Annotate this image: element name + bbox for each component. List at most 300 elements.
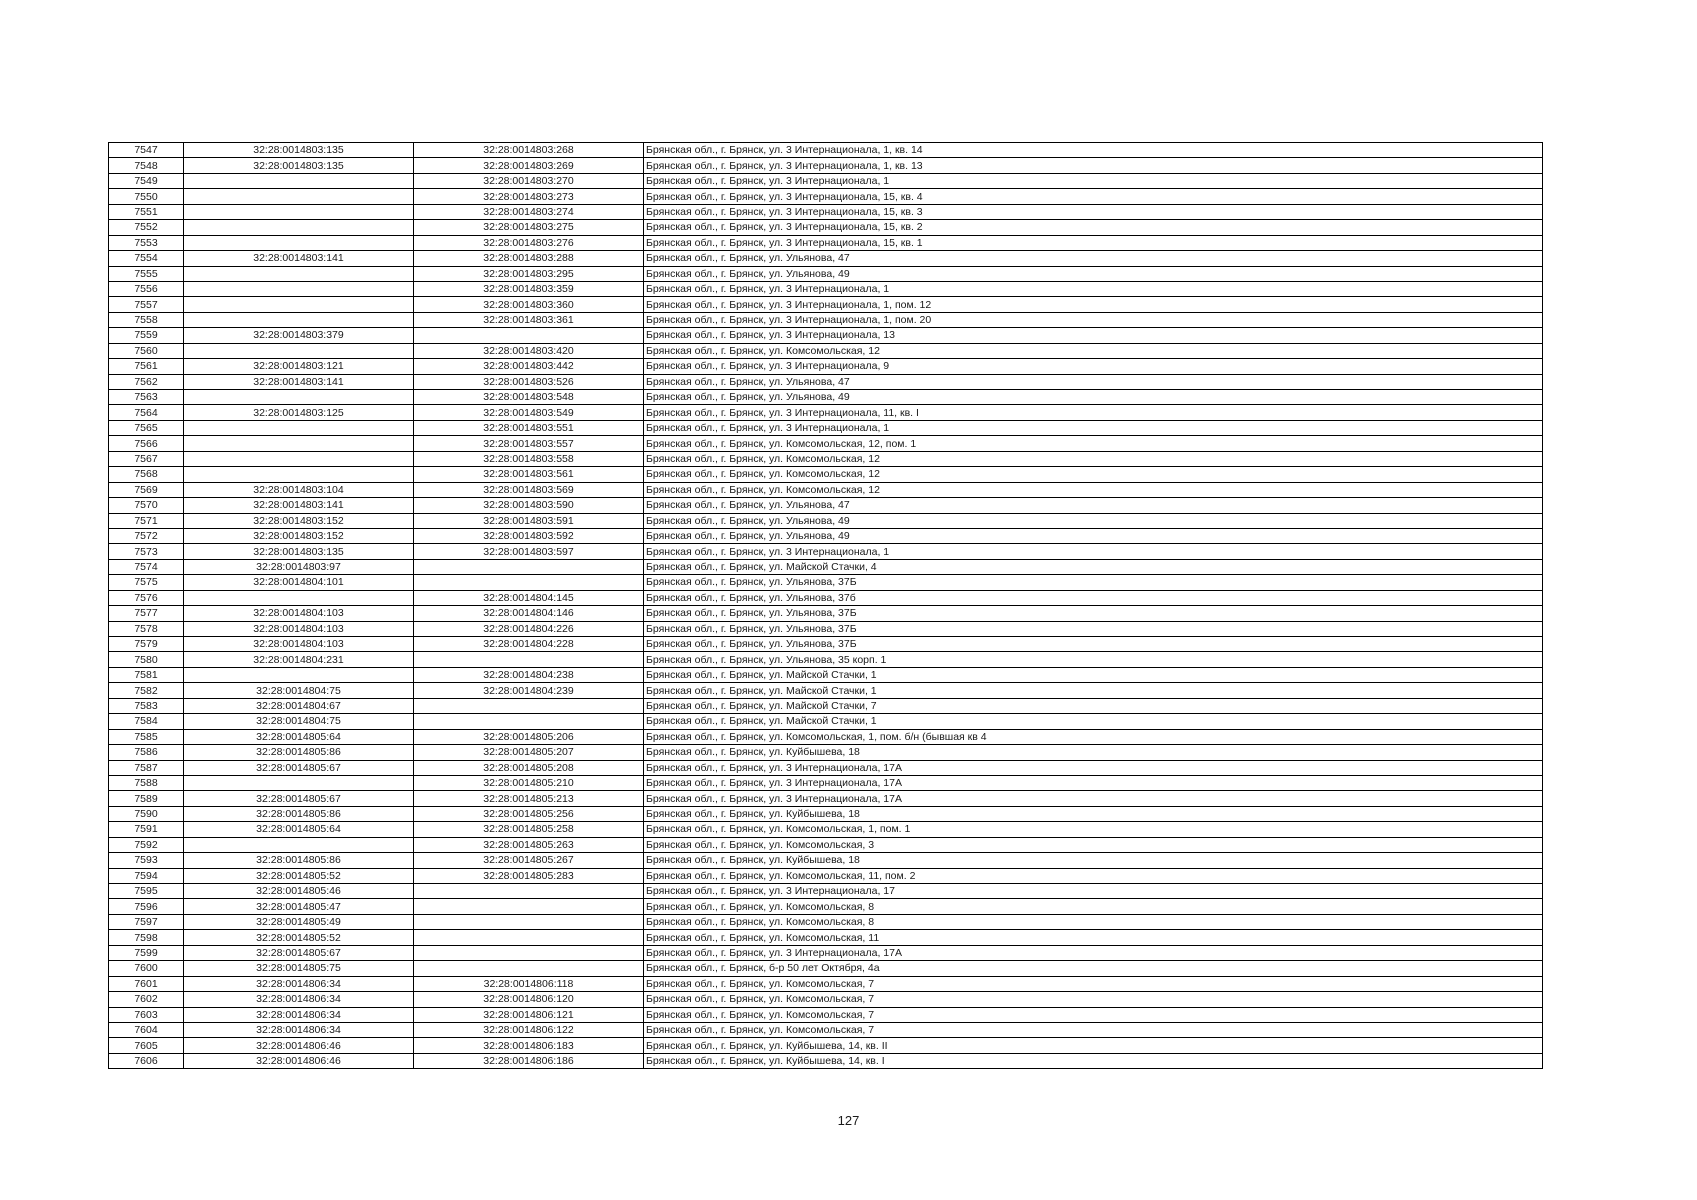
table-row: [109, 451, 1543, 466]
object-number-cell: 32:28:0014805:207: [414, 745, 644, 760]
row-number-cell: 7588: [109, 775, 184, 790]
address-cell: Брянская обл., г. Брянск, ул. Куйбышева, 18: [644, 806, 1543, 821]
parcel-number-cell: [184, 837, 414, 852]
address-cell: Брянская обл., г. Брянск, ул. 3 Интернационала, 17А: [644, 945, 1543, 960]
address-cell: Брянская обл., г. Брянск, ул. Комсомольская, 12: [644, 482, 1543, 497]
row-number-cell: 7594: [109, 868, 184, 883]
address-cell: Брянская обл., г. Брянск, ул. 3 Интернационала, 1, кв. 14: [644, 143, 1543, 158]
table-row: [109, 961, 1543, 976]
object-number-cell: [414, 652, 644, 667]
registry-table: [108, 142, 1543, 1069]
row-number-cell: 7561: [109, 359, 184, 374]
address-cell: Брянская обл., г. Брянск, ул. Комсомольская, 12: [644, 467, 1543, 482]
table-row: [109, 667, 1543, 682]
address-cell: Брянская обл., г. Брянск, ул. Комсомольская, 1, пом. б/н (бывшая кв 4: [644, 729, 1543, 744]
row-number-cell: 7548: [109, 158, 184, 173]
row-number-cell: 7574: [109, 559, 184, 574]
row-number-cell: 7572: [109, 528, 184, 543]
row-number-cell: 7570: [109, 498, 184, 513]
table-row: [109, 1022, 1543, 1037]
row-number-cell: 7555: [109, 266, 184, 281]
address-cell: Брянская обл., г. Брянск, ул. 3 Интернационала, 17А: [644, 775, 1543, 790]
table-row: [109, 714, 1543, 729]
table-row: [109, 606, 1543, 621]
address-cell: Брянская обл., г. Брянск, ул. Комсомольская, 12, пом. 1: [644, 436, 1543, 451]
object-number-cell: 32:28:0014803:592: [414, 528, 644, 543]
parcel-number-cell: 32:28:0014804:103: [184, 606, 414, 621]
table-row: [109, 575, 1543, 590]
address-cell: Брянская обл., г. Брянск, ул. 3 Интернационала, 1: [644, 420, 1543, 435]
page-number: 127: [837, 1113, 860, 1128]
table-row: [109, 745, 1543, 760]
parcel-number-cell: [184, 173, 414, 188]
parcel-number-cell: 32:28:0014803:97: [184, 559, 414, 574]
parcel-number-cell: 32:28:0014804:231: [184, 652, 414, 667]
row-number-cell: 7602: [109, 992, 184, 1007]
object-number-cell: [414, 559, 644, 574]
table-row: [109, 930, 1543, 945]
parcel-number-cell: [184, 343, 414, 358]
parcel-number-cell: 32:28:0014805:67: [184, 945, 414, 960]
parcel-number-cell: 32:28:0014803:379: [184, 328, 414, 343]
object-number-cell: 32:28:0014805:267: [414, 853, 644, 868]
row-number-cell: 7581: [109, 667, 184, 682]
parcel-number-cell: [184, 590, 414, 605]
parcel-number-cell: [184, 189, 414, 204]
object-number-cell: [414, 575, 644, 590]
parcel-number-cell: 32:28:0014805:67: [184, 791, 414, 806]
table-row: [109, 698, 1543, 713]
address-cell: Брянская обл., г. Брянск, ул. Майской Стачки, 1: [644, 714, 1543, 729]
parcel-number-cell: 32:28:0014803:135: [184, 544, 414, 559]
address-cell: Брянская обл., г. Брянск, ул. 3 Интернационала, 17А: [644, 760, 1543, 775]
object-number-cell: 32:28:0014803:270: [414, 173, 644, 188]
row-number-cell: 7585: [109, 729, 184, 744]
address-cell: Брянская обл., г. Брянск, ул. 3 Интернационала, 1, пом. 20: [644, 312, 1543, 327]
object-number-cell: 32:28:0014805:256: [414, 806, 644, 821]
table-row: [109, 837, 1543, 852]
table-row: [109, 683, 1543, 698]
row-number-cell: 7550: [109, 189, 184, 204]
address-cell: Брянская обл., г. Брянск, ул. Комсомольская, 8: [644, 899, 1543, 914]
row-number-cell: 7566: [109, 436, 184, 451]
object-number-cell: 32:28:0014806:186: [414, 1053, 644, 1068]
object-number-cell: 32:28:0014803:359: [414, 281, 644, 296]
address-cell: Брянская обл., г. Брянск, ул. 3 Интернационала, 1, пом. 12: [644, 297, 1543, 312]
row-number-cell: 7553: [109, 235, 184, 250]
object-number-cell: 32:28:0014803:361: [414, 312, 644, 327]
address-cell: Брянская обл., г. Брянск, б-р 50 лет Октября, 4а: [644, 961, 1543, 976]
address-cell: Брянская обл., г. Брянск, ул. Майской Стачки, 1: [644, 667, 1543, 682]
parcel-number-cell: 32:28:0014806:34: [184, 992, 414, 1007]
row-number-cell: 7590: [109, 806, 184, 821]
row-number-cell: 7575: [109, 575, 184, 590]
parcel-number-cell: [184, 451, 414, 466]
object-number-cell: 32:28:0014803:590: [414, 498, 644, 513]
address-cell: Брянская обл., г. Брянск, ул. 3 Интернационала, 17: [644, 884, 1543, 899]
address-cell: Брянская обл., г. Брянск, ул. Куйбышева, 14, кв. I: [644, 1053, 1543, 1068]
address-cell: Брянская обл., г. Брянск, ул. Комсомольская, 12: [644, 451, 1543, 466]
row-number-cell: 7576: [109, 590, 184, 605]
object-number-cell: 32:28:0014803:569: [414, 482, 644, 497]
parcel-number-cell: 32:28:0014805:47: [184, 899, 414, 914]
table-row: [109, 467, 1543, 482]
object-number-cell: [414, 930, 644, 945]
address-cell: Брянская обл., г. Брянск, ул. Комсомольская, 7: [644, 992, 1543, 1007]
row-number-cell: 7596: [109, 899, 184, 914]
address-cell: Брянская обл., г. Брянск, ул. Майской Стачки, 4: [644, 559, 1543, 574]
row-number-cell: 7583: [109, 698, 184, 713]
parcel-number-cell: 32:28:0014804:103: [184, 637, 414, 652]
address-cell: Брянская обл., г. Брянск, ул. 3 Интернационала, 15, кв. 2: [644, 220, 1543, 235]
object-number-cell: [414, 884, 644, 899]
address-cell: Брянская обл., г. Брянск, ул. Куйбышева, 18: [644, 745, 1543, 760]
registry-table-body: [109, 143, 1543, 1069]
parcel-number-cell: 32:28:0014804:75: [184, 714, 414, 729]
row-number-cell: 7569: [109, 482, 184, 497]
object-number-cell: 32:28:0014805:208: [414, 760, 644, 775]
parcel-number-cell: [184, 390, 414, 405]
table-row: [109, 775, 1543, 790]
address-cell: Брянская обл., г. Брянск, ул. Ульянова, 37б: [644, 590, 1543, 605]
row-number-cell: 7563: [109, 390, 184, 405]
object-number-cell: 32:28:0014803:591: [414, 513, 644, 528]
row-number-cell: 7582: [109, 683, 184, 698]
parcel-number-cell: 32:28:0014803:125: [184, 405, 414, 420]
object-number-cell: 32:28:0014805:213: [414, 791, 644, 806]
parcel-number-cell: 32:28:0014803:152: [184, 513, 414, 528]
object-number-cell: 32:28:0014805:206: [414, 729, 644, 744]
address-cell: Брянская обл., г. Брянск, ул. 3 Интернационала, 17А: [644, 791, 1543, 806]
row-number-cell: 7577: [109, 606, 184, 621]
table-row: [109, 405, 1543, 420]
parcel-number-cell: 32:28:0014806:34: [184, 1022, 414, 1037]
object-number-cell: 32:28:0014805:283: [414, 868, 644, 883]
object-number-cell: 32:28:0014803:269: [414, 158, 644, 173]
address-cell: Брянская обл., г. Брянск, ул. 3 Интернационала, 1: [644, 544, 1543, 559]
table-row: [109, 1007, 1543, 1022]
parcel-number-cell: 32:28:0014805:86: [184, 853, 414, 868]
address-cell: Брянская обл., г. Брянск, ул. Ульянова, 37Б: [644, 637, 1543, 652]
table-row: [109, 204, 1543, 219]
object-number-cell: 32:28:0014804:238: [414, 667, 644, 682]
table-row: [109, 482, 1543, 497]
address-cell: Брянская обл., г. Брянск, ул. Ульянова, 47: [644, 498, 1543, 513]
row-number-cell: 7578: [109, 621, 184, 636]
object-number-cell: 32:28:0014803:557: [414, 436, 644, 451]
row-number-cell: 7558: [109, 312, 184, 327]
address-cell: Брянская обл., г. Брянск, ул. Комсомольская, 7: [644, 1022, 1543, 1037]
address-cell: Брянская обл., г. Брянск, ул. Майской Стачки, 7: [644, 698, 1543, 713]
row-number-cell: 7603: [109, 1007, 184, 1022]
parcel-number-cell: 32:28:0014805:46: [184, 884, 414, 899]
parcel-number-cell: [184, 667, 414, 682]
row-number-cell: 7598: [109, 930, 184, 945]
address-cell: Брянская обл., г. Брянск, ул. Комсомольская, 7: [644, 1007, 1543, 1022]
address-cell: Брянская обл., г. Брянск, ул. 3 Интернационала, 1, кв. 13: [644, 158, 1543, 173]
parcel-number-cell: 32:28:0014803:141: [184, 251, 414, 266]
address-cell: Брянская обл., г. Брянск, ул. Майской Стачки, 1: [644, 683, 1543, 698]
table-row: [109, 945, 1543, 960]
object-number-cell: 32:28:0014803:526: [414, 374, 644, 389]
parcel-number-cell: [184, 420, 414, 435]
address-cell: Брянская обл., г. Брянск, ул. Ульянова, 37Б: [644, 575, 1543, 590]
row-number-cell: 7591: [109, 822, 184, 837]
object-number-cell: 32:28:0014806:120: [414, 992, 644, 1007]
parcel-number-cell: 32:28:0014803:121: [184, 359, 414, 374]
row-number-cell: 7586: [109, 745, 184, 760]
object-number-cell: 32:28:0014804:239: [414, 683, 644, 698]
parcel-number-cell: 32:28:0014806:34: [184, 976, 414, 991]
address-cell: Брянская обл., г. Брянск, ул. Комсомольская, 11, пом. 2: [644, 868, 1543, 883]
address-cell: Брянская обл., г. Брянск, ул. Ульянова, 49: [644, 528, 1543, 543]
address-cell: Брянская обл., г. Брянск, ул. 3 Интернационала, 1: [644, 281, 1543, 296]
address-cell: Брянская обл., г. Брянск, ул. Ульянова, 49: [644, 390, 1543, 405]
row-number-cell: 7573: [109, 544, 184, 559]
table-row: [109, 760, 1543, 775]
object-number-cell: 32:28:0014803:549: [414, 405, 644, 420]
row-number-cell: 7579: [109, 637, 184, 652]
object-number-cell: 32:28:0014803:442: [414, 359, 644, 374]
object-number-cell: 32:28:0014803:276: [414, 235, 644, 250]
object-number-cell: 32:28:0014803:360: [414, 297, 644, 312]
row-number-cell: 7552: [109, 220, 184, 235]
object-number-cell: [414, 914, 644, 929]
parcel-number-cell: 32:28:0014805:52: [184, 868, 414, 883]
object-number-cell: 32:28:0014803:548: [414, 390, 644, 405]
object-number-cell: [414, 328, 644, 343]
table-row: [109, 513, 1543, 528]
row-number-cell: 7580: [109, 652, 184, 667]
object-number-cell: 32:28:0014805:263: [414, 837, 644, 852]
parcel-number-cell: 32:28:0014805:75: [184, 961, 414, 976]
row-number-cell: 7584: [109, 714, 184, 729]
object-number-cell: [414, 945, 644, 960]
row-number-cell: 7567: [109, 451, 184, 466]
parcel-number-cell: 32:28:0014805:64: [184, 729, 414, 744]
object-number-cell: 32:28:0014803:273: [414, 189, 644, 204]
address-cell: Брянская обл., г. Брянск, ул. Ульянова, 37Б: [644, 606, 1543, 621]
row-number-cell: 7565: [109, 420, 184, 435]
address-cell: Брянская обл., г. Брянск, ул. Ульянова, 47: [644, 374, 1543, 389]
table-row: [109, 652, 1543, 667]
object-number-cell: 32:28:0014804:145: [414, 590, 644, 605]
object-number-cell: 32:28:0014803:274: [414, 204, 644, 219]
parcel-number-cell: 32:28:0014805:67: [184, 760, 414, 775]
parcel-number-cell: [184, 436, 414, 451]
parcel-number-cell: [184, 467, 414, 482]
row-number-cell: 7571: [109, 513, 184, 528]
table-row: [109, 729, 1543, 744]
parcel-number-cell: 32:28:0014804:67: [184, 698, 414, 713]
table-row: [109, 390, 1543, 405]
address-cell: Брянская обл., г. Брянск, ул. 3 Интернационала, 15, кв. 4: [644, 189, 1543, 204]
object-number-cell: 32:28:0014803:561: [414, 467, 644, 482]
object-number-cell: 32:28:0014804:146: [414, 606, 644, 621]
object-number-cell: 32:28:0014803:551: [414, 420, 644, 435]
table-row: [109, 853, 1543, 868]
parcel-number-cell: 32:28:0014804:103: [184, 621, 414, 636]
object-number-cell: 32:28:0014803:288: [414, 251, 644, 266]
table-row: [109, 189, 1543, 204]
row-number-cell: 7560: [109, 343, 184, 358]
table-row: [109, 899, 1543, 914]
table-row: [109, 374, 1543, 389]
row-number-cell: 7605: [109, 1038, 184, 1053]
parcel-number-cell: [184, 220, 414, 235]
row-number-cell: 7549: [109, 173, 184, 188]
table-row: [109, 822, 1543, 837]
address-cell: Брянская обл., г. Брянск, ул. Комсомольская, 1, пом. 1: [644, 822, 1543, 837]
table-row: [109, 312, 1543, 327]
object-number-cell: 32:28:0014805:210: [414, 775, 644, 790]
address-cell: Брянская обл., г. Брянск, ул. Комсомольская, 8: [644, 914, 1543, 929]
row-number-cell: 7559: [109, 328, 184, 343]
address-cell: Брянская обл., г. Брянск, ул. Комсомольская, 12: [644, 343, 1543, 358]
row-number-cell: 7587: [109, 760, 184, 775]
parcel-number-cell: 32:28:0014803:135: [184, 158, 414, 173]
table-row: [109, 1053, 1543, 1068]
table-row: [109, 143, 1543, 158]
table-row: [109, 806, 1543, 821]
parcel-number-cell: 32:28:0014805:52: [184, 930, 414, 945]
parcel-number-cell: 32:28:0014803:135: [184, 143, 414, 158]
row-number-cell: 7600: [109, 961, 184, 976]
address-cell: Брянская обл., г. Брянск, ул. Ульянова, 37Б: [644, 621, 1543, 636]
parcel-number-cell: 32:28:0014803:104: [184, 482, 414, 497]
object-number-cell: 32:28:0014803:268: [414, 143, 644, 158]
address-cell: Брянская обл., г. Брянск, ул. Куйбышева, 14, кв. II: [644, 1038, 1543, 1053]
table-row: [109, 359, 1543, 374]
object-number-cell: 32:28:0014803:295: [414, 266, 644, 281]
parcel-number-cell: 32:28:0014804:101: [184, 575, 414, 590]
parcel-number-cell: 32:28:0014806:46: [184, 1053, 414, 1068]
row-number-cell: 7551: [109, 204, 184, 219]
object-number-cell: 32:28:0014804:226: [414, 621, 644, 636]
address-cell: Брянская обл., г. Брянск, ул. Комсомольская, 7: [644, 976, 1543, 991]
row-number-cell: 7556: [109, 281, 184, 296]
object-number-cell: 32:28:0014803:275: [414, 220, 644, 235]
table-row: [109, 528, 1543, 543]
table-row: [109, 173, 1543, 188]
table-row: [109, 791, 1543, 806]
parcel-number-cell: [184, 235, 414, 250]
address-cell: Брянская обл., г. Брянск, ул. Ульянова, 49: [644, 266, 1543, 281]
address-cell: Брянская обл., г. Брянск, ул. Комсомольская, 11: [644, 930, 1543, 945]
object-number-cell: 32:28:0014806:122: [414, 1022, 644, 1037]
object-number-cell: 32:28:0014806:121: [414, 1007, 644, 1022]
object-number-cell: 32:28:0014803:597: [414, 544, 644, 559]
object-number-cell: 32:28:0014804:228: [414, 637, 644, 652]
table-row: [109, 992, 1543, 1007]
parcel-number-cell: [184, 775, 414, 790]
parcel-number-cell: 32:28:0014806:34: [184, 1007, 414, 1022]
row-number-cell: 7562: [109, 374, 184, 389]
row-number-cell: 7604: [109, 1022, 184, 1037]
object-number-cell: [414, 714, 644, 729]
row-number-cell: 7568: [109, 467, 184, 482]
row-number-cell: 7589: [109, 791, 184, 806]
table-row: [109, 637, 1543, 652]
object-number-cell: 32:28:0014806:183: [414, 1038, 644, 1053]
table-row: [109, 559, 1543, 574]
parcel-number-cell: [184, 297, 414, 312]
table-row: [109, 266, 1543, 281]
parcel-number-cell: 32:28:0014806:46: [184, 1038, 414, 1053]
address-cell: Брянская обл., г. Брянск, ул. Ульянова, 49: [644, 513, 1543, 528]
table-row: [109, 498, 1543, 513]
table-row: [109, 420, 1543, 435]
address-cell: Брянская обл., г. Брянск, ул. Ульянова, 47: [644, 251, 1543, 266]
table-row: [109, 884, 1543, 899]
parcel-number-cell: [184, 281, 414, 296]
row-number-cell: 7601: [109, 976, 184, 991]
table-row: [109, 590, 1543, 605]
parcel-number-cell: 32:28:0014803:141: [184, 498, 414, 513]
parcel-number-cell: 32:28:0014803:141: [184, 374, 414, 389]
row-number-cell: 7593: [109, 853, 184, 868]
table-row: [109, 976, 1543, 991]
address-cell: Брянская обл., г. Брянск, ул. 3 Интернационала, 11, кв. I: [644, 405, 1543, 420]
object-number-cell: 32:28:0014803:558: [414, 451, 644, 466]
table-row: [109, 1038, 1543, 1053]
table-row: [109, 251, 1543, 266]
parcel-number-cell: 32:28:0014803:152: [184, 528, 414, 543]
table-row: [109, 328, 1543, 343]
row-number-cell: 7557: [109, 297, 184, 312]
address-cell: Брянская обл., г. Брянск, ул. 3 Интернационала, 15, кв. 1: [644, 235, 1543, 250]
parcel-number-cell: 32:28:0014804:75: [184, 683, 414, 698]
address-cell: Брянская обл., г. Брянск, ул. Ульянова, 35 корп. 1: [644, 652, 1543, 667]
object-number-cell: [414, 899, 644, 914]
address-cell: Брянская обл., г. Брянск, ул. 3 Интернационала, 15, кв. 3: [644, 204, 1543, 219]
row-number-cell: 7595: [109, 884, 184, 899]
table-row: [109, 297, 1543, 312]
table-row: [109, 220, 1543, 235]
parcel-number-cell: 32:28:0014805:86: [184, 806, 414, 821]
address-cell: Брянская обл., г. Брянск, ул. 3 Интернационала, 1: [644, 173, 1543, 188]
table-row: [109, 436, 1543, 451]
table-row: [109, 621, 1543, 636]
object-number-cell: [414, 961, 644, 976]
table-row: [109, 235, 1543, 250]
object-number-cell: [414, 698, 644, 713]
row-number-cell: 7554: [109, 251, 184, 266]
parcel-number-cell: 32:28:0014805:86: [184, 745, 414, 760]
object-number-cell: 32:28:0014803:420: [414, 343, 644, 358]
parcel-number-cell: 32:28:0014805:64: [184, 822, 414, 837]
table-row: [109, 868, 1543, 883]
row-number-cell: 7592: [109, 837, 184, 852]
row-number-cell: 7599: [109, 945, 184, 960]
table-row: [109, 281, 1543, 296]
row-number-cell: 7564: [109, 405, 184, 420]
row-number-cell: 7606: [109, 1053, 184, 1068]
parcel-number-cell: 32:28:0014805:49: [184, 914, 414, 929]
parcel-number-cell: [184, 312, 414, 327]
address-cell: Брянская обл., г. Брянск, ул. 3 Интернационала, 9: [644, 359, 1543, 374]
address-cell: Брянская обл., г. Брянск, ул. Куйбышева, 18: [644, 853, 1543, 868]
table-row: [109, 914, 1543, 929]
table-row: [109, 343, 1543, 358]
object-number-cell: 32:28:0014806:118: [414, 976, 644, 991]
parcel-number-cell: [184, 266, 414, 281]
row-number-cell: 7547: [109, 143, 184, 158]
row-number-cell: 7597: [109, 914, 184, 929]
table-row: [109, 544, 1543, 559]
table-row: [109, 158, 1543, 173]
parcel-number-cell: [184, 204, 414, 219]
